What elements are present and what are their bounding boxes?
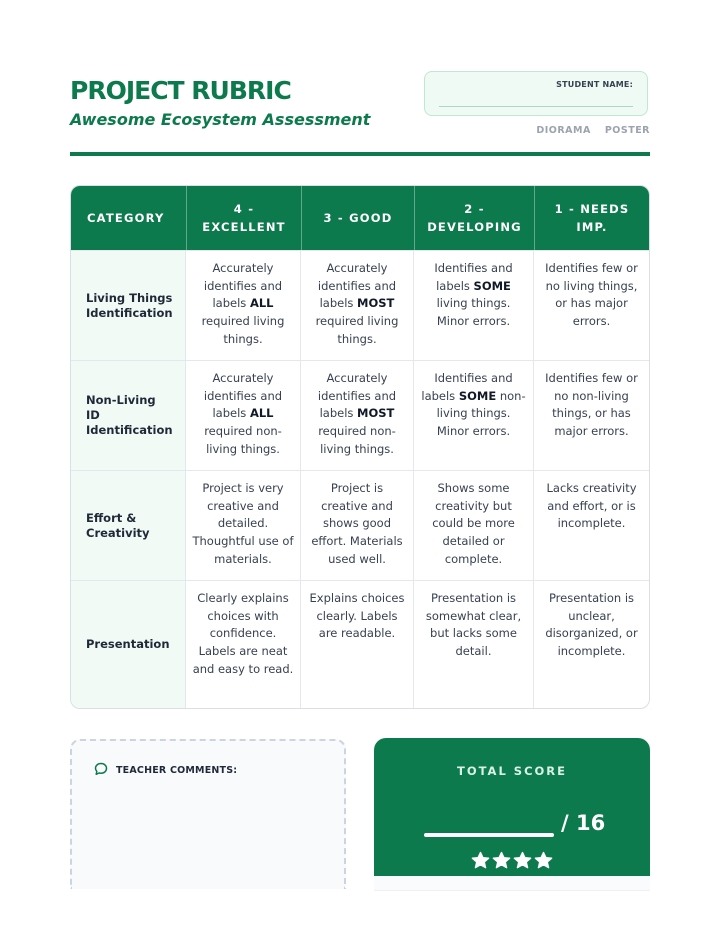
category-label: Effort & Creativity (71, 471, 186, 580)
rubric-cell: Identifies few or no living things, or has major errors. (545, 261, 638, 329)
header-developing: 2 - DEVELOPING (414, 186, 534, 250)
emphasis-word: SOME (458, 388, 497, 403)
header-needs-improvement: 1 - NEEDS IMP. (534, 186, 649, 250)
score-panel-footer (374, 876, 650, 891)
project-type-diorama[interactable]: DIORAMA (536, 125, 591, 136)
star-icon (513, 851, 532, 870)
star-icon (471, 851, 490, 870)
teacher-comments-box[interactable] (70, 739, 346, 889)
category-label: Non-Living ID Identification (71, 361, 186, 470)
emphasis-word: ALL (249, 406, 274, 421)
rubric-cell: Clearly explains choices with confidence. Labels are neat and easy to read. (186, 581, 301, 708)
score-blank-line[interactable] (424, 833, 554, 837)
category-label: Living Things Identification (71, 251, 186, 360)
rubric-cell: Explains choices clearly. Labels are readable. (301, 581, 414, 708)
rubric-cell: Accurately identifies and labels ALL required non-living things. (186, 361, 301, 470)
score-stars (374, 851, 650, 874)
rubric-cell: Accurately identifies and labels MOST required living things. (301, 251, 414, 360)
project-type-poster[interactable]: POSTER (604, 125, 650, 136)
student-name-line[interactable] (439, 106, 633, 107)
rubric-cell: Accurately identifies and labels ALL required living things. (186, 251, 301, 360)
emphasis-word: MOST (357, 296, 395, 311)
star-icon (534, 851, 553, 870)
total-score-label: TOTAL SCORE (456, 764, 567, 778)
table-row (71, 580, 649, 708)
page-subtitle: Awesome Ecosystem Assessment (70, 110, 371, 129)
rubric-cell: Identifies few or no non-living things, or has major errors. (545, 371, 638, 439)
rubric-cell: Accurately identifies and labels MOST required non-living things. (301, 361, 414, 470)
table-row (71, 250, 649, 360)
table-header-row (71, 186, 649, 250)
rubric-cell: Presentation is unclear, disorganized, or incomplete. (545, 591, 638, 659)
rubric-cell: Project is creative and shows good effort. Materials used well. (301, 471, 414, 580)
category-label: Presentation (71, 581, 186, 708)
rubric-cell: Identifies and labels SOME non-living things. Minor errors. (414, 361, 534, 470)
emphasis-word: ALL (249, 296, 274, 311)
header-divider (70, 152, 650, 156)
total-score-panel (374, 738, 650, 876)
star-icon (492, 851, 511, 870)
emphasis-word: MOST (357, 406, 395, 421)
table-row (71, 470, 649, 580)
rubric-table (70, 185, 650, 709)
header-excellent: 4 - EXCELLENT (186, 186, 301, 250)
emphasis-word: SOME (473, 278, 511, 293)
score-total: / 16 (561, 811, 606, 835)
rubric-cell: Lacks creativity and effort, or is incomplete. (546, 481, 637, 531)
student-name-label: STUDENT NAME: (556, 80, 633, 89)
chat-bubble-icon (94, 762, 108, 776)
project-type-tags (536, 125, 650, 136)
header-category: CATEGORY (87, 211, 165, 225)
rubric-cell: Identifies and labels SOME living things. Minor errors. (414, 251, 534, 360)
teacher-comments-label: TEACHER COMMENTS: (116, 765, 238, 776)
rubric-cell: Presentation is somewhat clear, but lacks some detail. (414, 581, 534, 708)
rubric-cell: Shows some creativity but could be more detailed or complete. (414, 471, 534, 580)
page-title: PROJECT RUBRIC (70, 76, 291, 105)
table-row (71, 360, 649, 470)
header-good: 3 - GOOD (301, 186, 414, 250)
rubric-cell: Project is very creative and detailed. Thoughtful use of materials. (186, 471, 301, 580)
student-name-box[interactable] (424, 71, 648, 116)
